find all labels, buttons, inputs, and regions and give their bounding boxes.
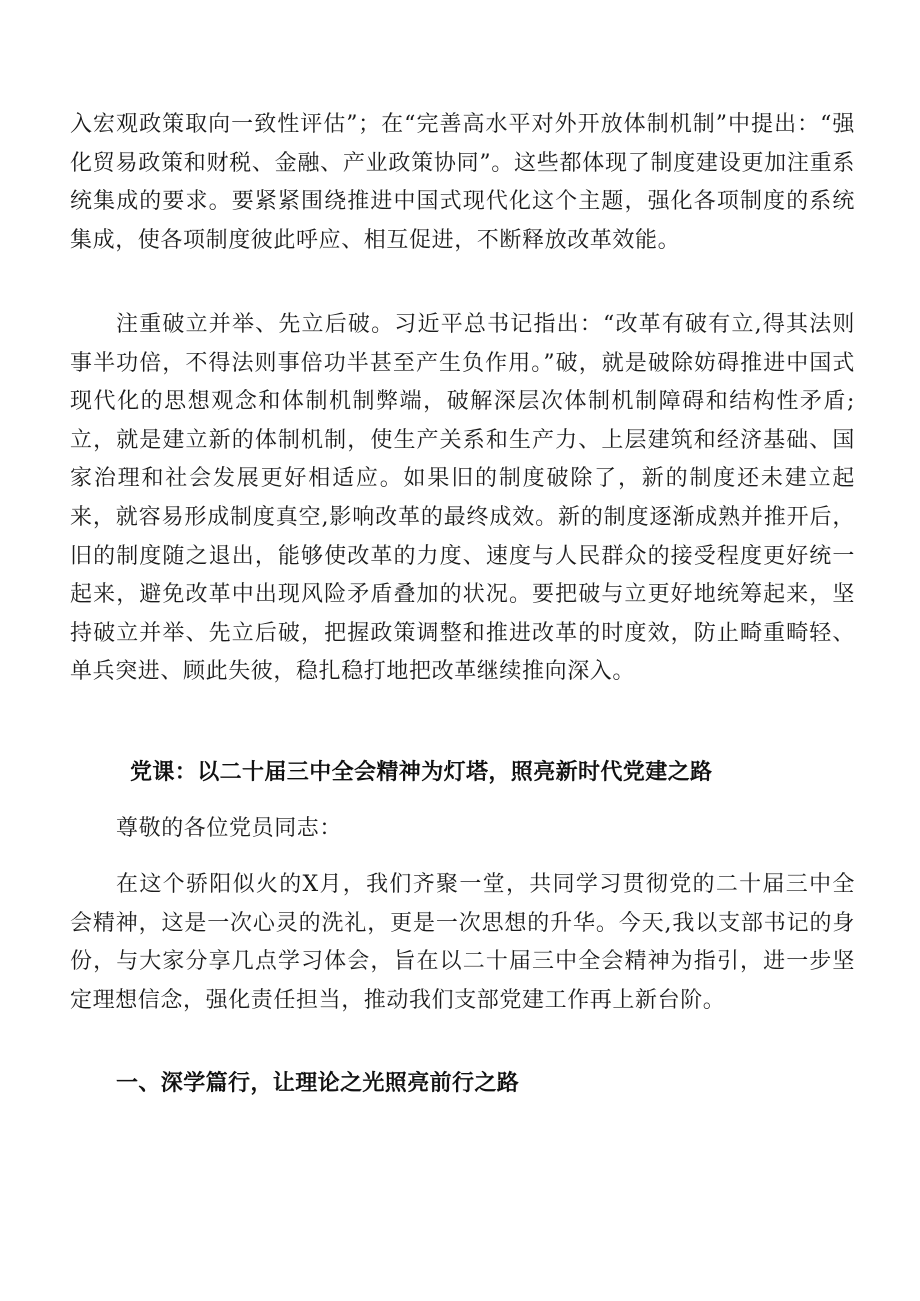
paragraph-system-integration: 入宏观政策取向一致性评估”；在“完善高水平对外开放体制机制”中提出：“强化贸易政策和财税、金融、产业政策协同”。这些都体现了制度建设更加注重系统集成的要求。要紧紧围绕推进中国式现代化这个主题，强化各项制度的系统集成，使各项制度彼此呼应、相互促进，不断释放改革效能。 bbox=[70, 112, 855, 253]
salutation: 尊敬的各位党员同志： bbox=[116, 816, 343, 841]
section-heading-deep-study: 一、深学篇行，让理论之光照亮前行之路 bbox=[116, 1071, 520, 1096]
paragraph-introduction: 在这个骄阳似火的X月，我们齐聚一堂，共同学习贯彻党的二十届三中全会精神，这是一次心灵的洗礼，更是一次思想的升华。今天,我以支部书记的身份，与大家分享几点学习体会，旨在以二十届三中全会精神为指引，进一步坚定理想信念，强化责任担当，推动我们支部党建工作再上新台阶。 bbox=[70, 872, 855, 1013]
lecture-title: 党课：以二十届三中全会精神为灯塔，照亮新时代党建之路 bbox=[130, 760, 713, 785]
paragraph-break-and-establish: 注重破立并举、先立后破。习近平总书记指出：“改革有破有立,得其法则事半功倍，不得法则事倍功半甚至产生负作用。”破，就是破除妨碍推进中国式现代化的思想观念和体制机制弊端，破解深层次体制机制障碍和结构性矛盾;立，就是建立新的体制机制，使生产关系和生产力、上层建筑和经济基础、国家治理和社会发展更好相适应。如果旧的制度破除了，新的制度还未建立起来，就容易形成制度真空,影响改革的最终成效。新的制度逐渐成熟并推开后，旧的制度随之退出，能够使改革的力度、速度与人民群众的接受程度更好统一起来，避免改革中出现风险矛盾叠加的状况。要把破与立更好地统筹起来，坚持破立并举、先立后破，把握政策调整和推进改革的时度效，防止畸重畸轻、单兵突进、顾此失彼，稳扎稳打地把改革继续推向深入。 bbox=[70, 312, 855, 685]
